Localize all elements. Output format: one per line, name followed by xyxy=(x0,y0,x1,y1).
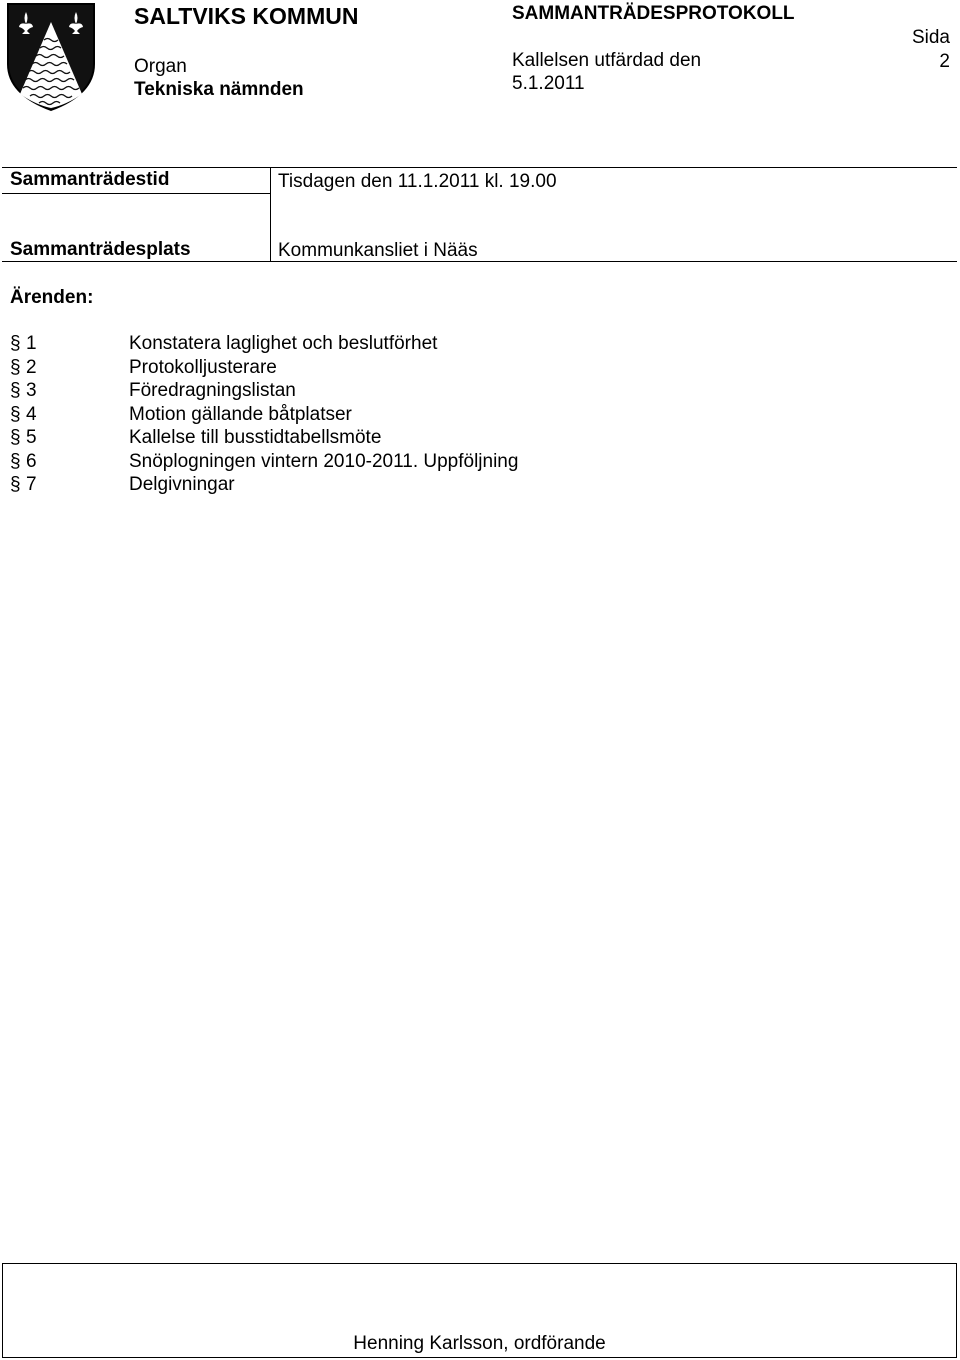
table-row-divider xyxy=(2,193,270,194)
agenda-item-title: Delgivningar xyxy=(129,474,235,495)
agenda-item xyxy=(10,474,518,498)
page-number: 2 xyxy=(939,51,950,72)
agenda-item-number: 2 xyxy=(26,356,37,378)
agenda-item-number: 7 xyxy=(26,474,37,495)
signature-box xyxy=(2,1263,957,1358)
section-symbol: § xyxy=(10,380,21,401)
agenda-item xyxy=(10,380,518,404)
agenda-item xyxy=(10,451,518,475)
meeting-time-value: Tisdagen den 11.1.2011 kl. 19.00 xyxy=(278,171,557,192)
section-symbol: § xyxy=(10,450,21,472)
table-bottom-border xyxy=(2,261,957,262)
section-symbol: § xyxy=(10,356,21,378)
called-label: Kallelsen utfärdad den xyxy=(512,50,702,71)
section-symbol: § xyxy=(10,333,21,354)
agenda-item xyxy=(10,333,518,357)
meeting-time-label: Sammanträdestid xyxy=(10,169,170,190)
document-type: SAMMANTRÄDESPROTOKOLL xyxy=(512,3,795,24)
page-label: Sida xyxy=(911,27,950,48)
section-symbol: § xyxy=(10,474,21,495)
agenda-item-number: 3 xyxy=(26,380,37,401)
table-top-border xyxy=(2,167,957,168)
agenda-item-number: 4 xyxy=(26,403,37,425)
agenda-item-title: Protokolljusterare xyxy=(129,356,277,378)
agenda-item-title: Kallelse till busstidtabellsmöte xyxy=(129,427,382,448)
municipality-name: SALTVIKS KOMMUN xyxy=(134,3,359,29)
agenda-item-number: 1 xyxy=(26,333,37,354)
section-symbol: § xyxy=(10,427,21,448)
organ-label: Organ xyxy=(134,56,187,77)
agenda-item-title: Snöplogningen vintern 2010-2011. Uppföljning xyxy=(129,450,519,472)
agenda-item-number: 6 xyxy=(26,450,37,472)
signature-name: Henning Karlsson, ordförande xyxy=(353,1333,606,1354)
table-column-divider xyxy=(270,167,271,261)
agenda-item-title: Konstatera laglighet och beslutförhet xyxy=(129,333,438,354)
agenda-item-number: 5 xyxy=(26,427,37,448)
called-date: 5.1.2011 xyxy=(512,73,585,94)
agenda-item xyxy=(10,427,518,451)
meeting-place-value: Kommunkansliet i Nääs xyxy=(278,240,478,261)
agenda-item-title: Föredragningslistan xyxy=(129,380,296,401)
section-symbol: § xyxy=(10,403,21,425)
coat-of-arms-logo xyxy=(6,2,96,112)
agenda-heading: Ärenden: xyxy=(10,287,94,308)
agenda-item xyxy=(10,357,518,381)
agenda-item xyxy=(10,404,518,428)
meeting-place-label: Sammanträdesplats xyxy=(10,239,191,260)
agenda-list xyxy=(10,333,518,498)
organ-value: Tekniska nämnden xyxy=(134,79,304,100)
agenda-item-title: Motion gällande båtplatser xyxy=(129,403,352,425)
